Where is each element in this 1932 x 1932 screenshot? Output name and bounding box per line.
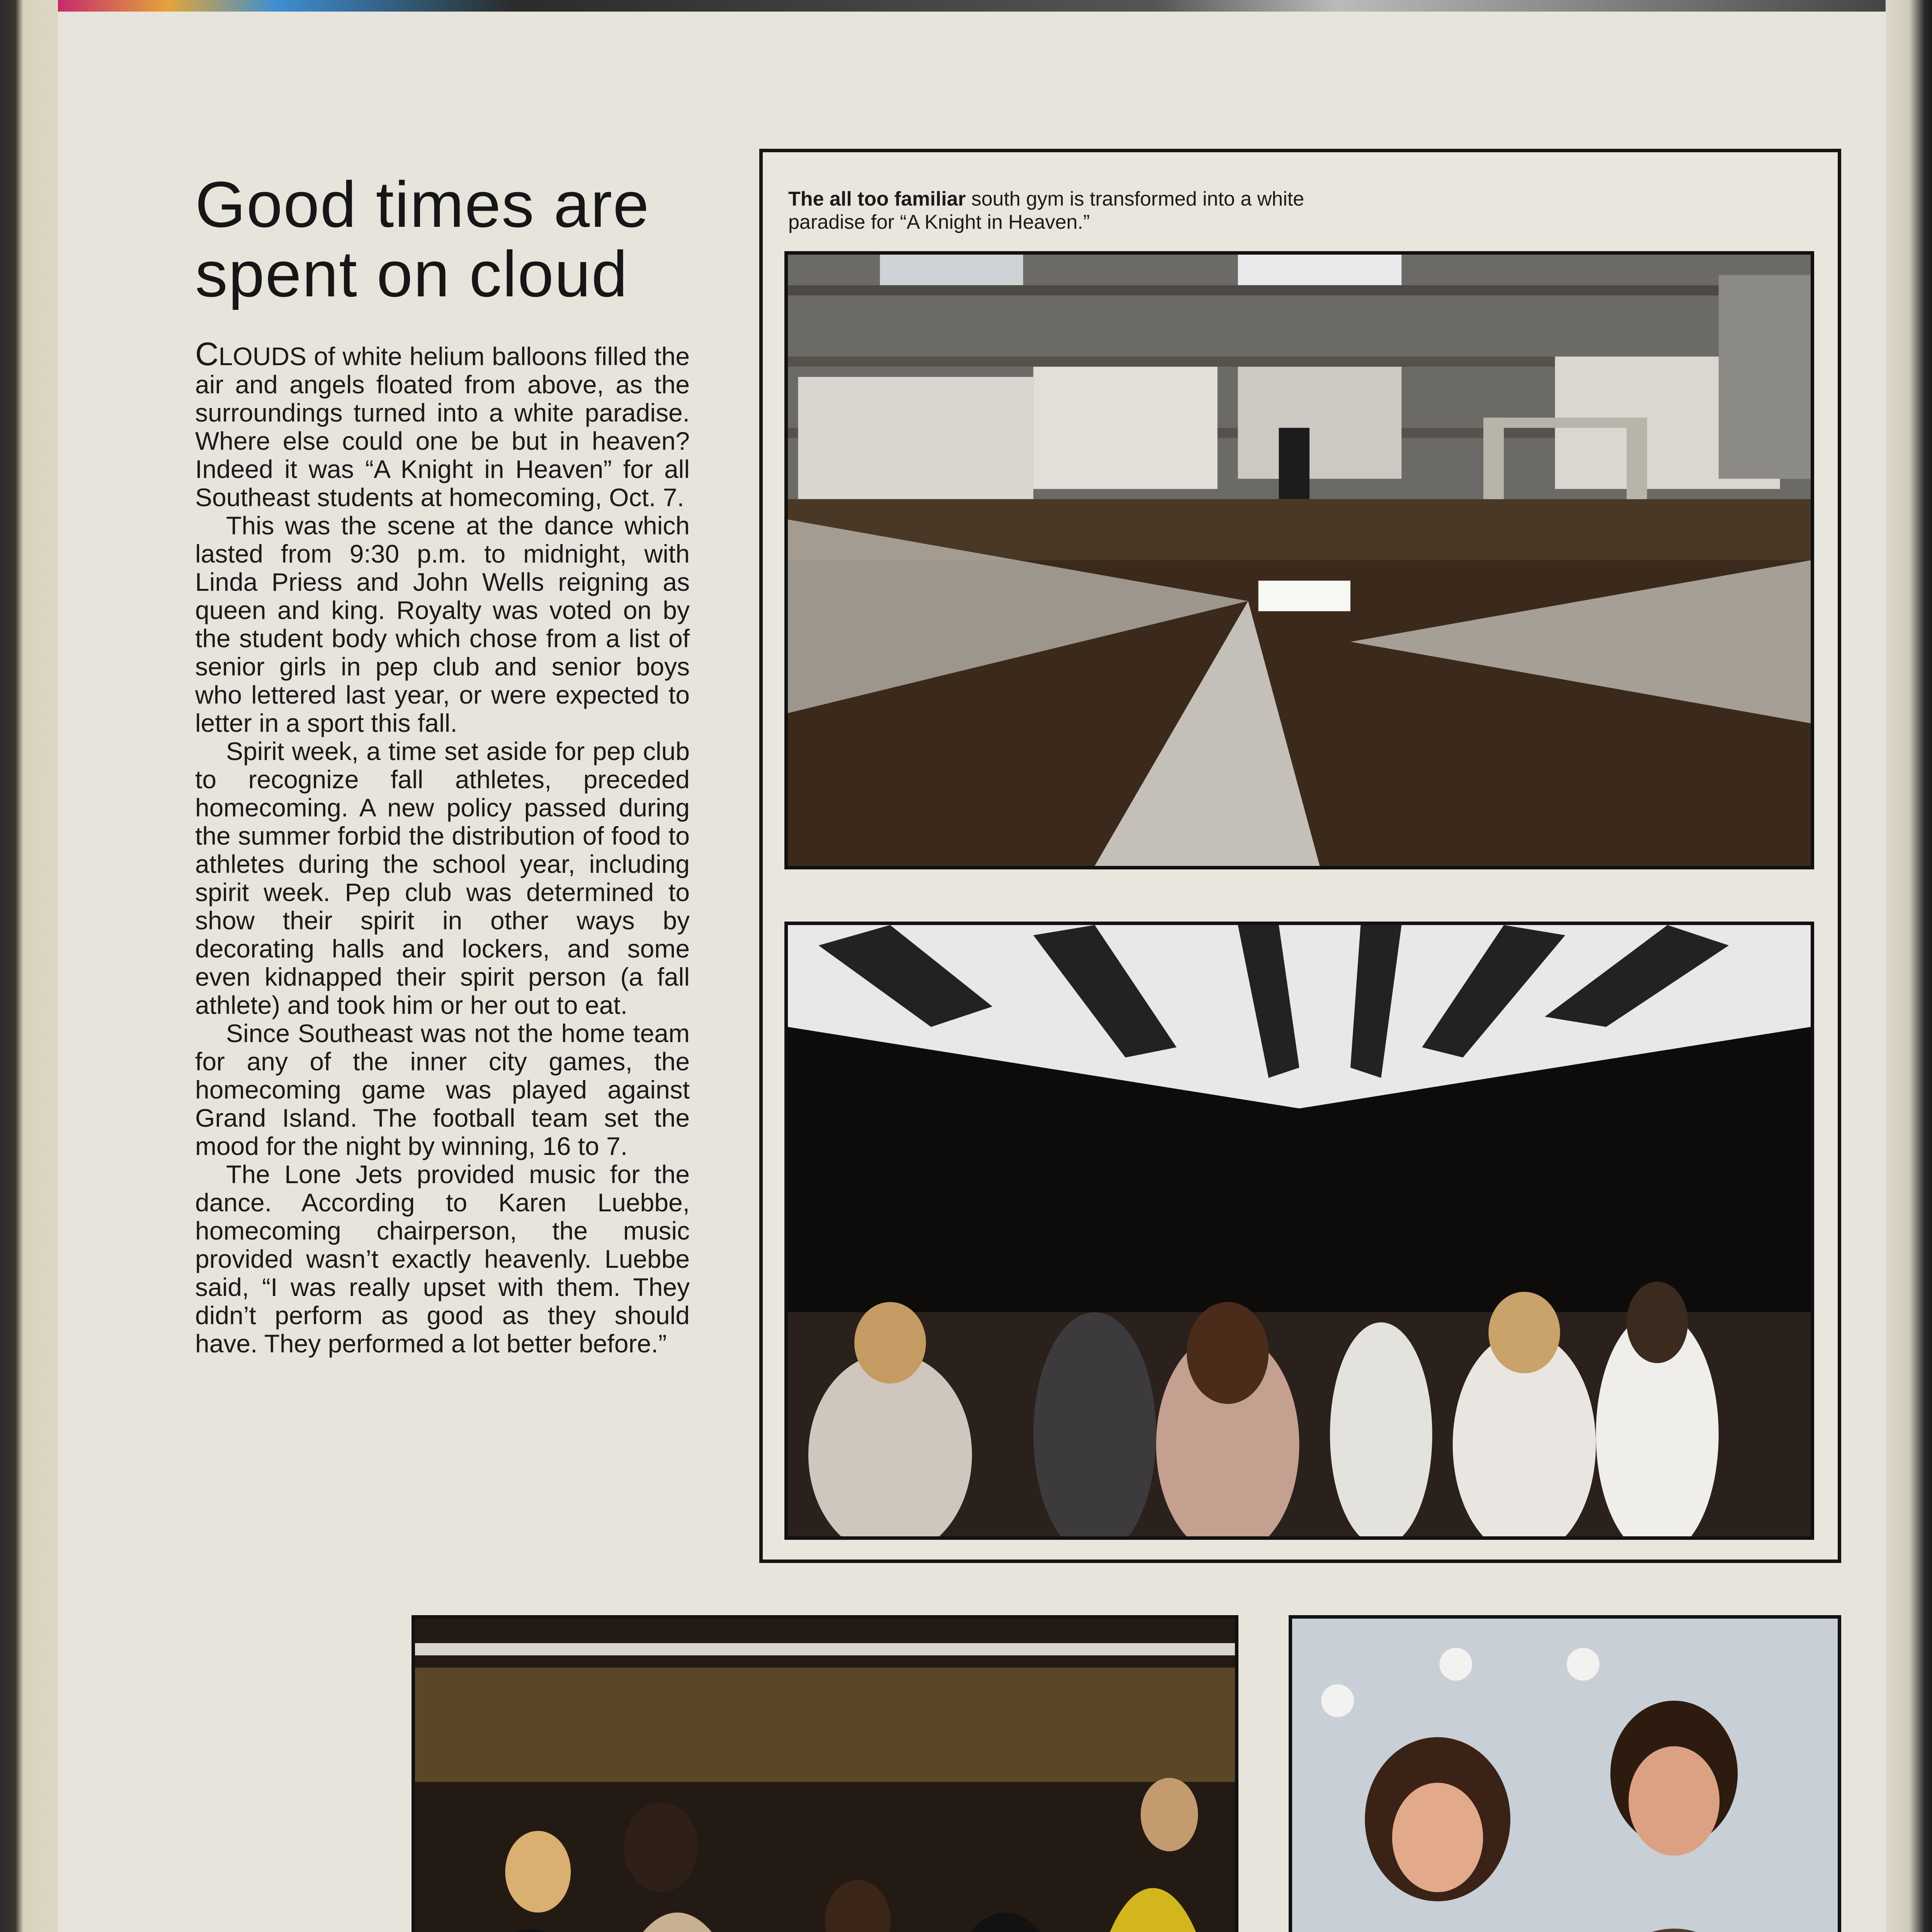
- caption-lead: The all too familiar: [788, 188, 966, 210]
- caption-rest: south gym is transformed into a white paradise for “A Knight in Heaven.”: [788, 188, 1304, 233]
- caption-gym: [788, 187, 1349, 234]
- gym-photo: [784, 251, 1814, 869]
- scan-edge-top: [58, 0, 1886, 12]
- royalty-photo-image: [1292, 1619, 1838, 1932]
- gym-photo-image: [788, 255, 1811, 866]
- pep-club-photo: [412, 1615, 1238, 1932]
- binding-edge-right: [1886, 0, 1932, 1932]
- article-paragraph-4: Since Southeast was not the home team for any of the inner city games, the homecoming game was played against Grand Island. The football team set the mood for the night by winning, 16 to 7.: [195, 1019, 690, 1160]
- binding-edge-left: [0, 0, 58, 1932]
- royalty-photo: [1289, 1615, 1841, 1932]
- article-paragraph-2: This was the scene at the dance which lasted from 9:30 p.m. to midnight, with Linda Priess and John Wells reigning as queen and king. Royalty was voted on by the student body which chose from a list of senior girls in pep club and senior boys who lettered last year, or were expected to letter in a sport this fall.: [195, 511, 690, 737]
- dropcap: C: [195, 336, 219, 372]
- headline: Good times are spent on cloud: [195, 168, 650, 310]
- article-paragraph-5: The Lone Jets provided music for the dance. According to Karen Luebbe, homecoming chairperson, the music provided wasn’t exactly heavenly. Luebbe said, “I was really upset with them. They didn’t perform as good as they should have. They performed a lot better before.”: [195, 1160, 690, 1358]
- dance-photo-image: [788, 925, 1811, 1536]
- paragraph-text: LOUDS of white helium balloons filled the air and angels floated from above, as the surroundings turned into a white paradise. Where else could one be but in heaven? Indeed it was “A Knight in Heaven” for all Southeast students at homecoming, Oct. 7.: [195, 342, 690, 512]
- dance-photo: [784, 922, 1814, 1540]
- article-paragraph-1: [195, 336, 690, 512]
- article-body: [195, 336, 690, 1358]
- article-paragraph-3: Spirit week, a time set aside for pep club to recognize fall athletes, preceded homecoming. A new policy passed during the summer forbid the distribution of food to athletes during the school year, including spirit week. Pep club was determined to show their spirit in other ways by decorating halls and lockers, and some even kidnapped their spirit person (a fall athlete) and took him or her out to eat.: [195, 737, 690, 1019]
- pep-club-photo-image: [415, 1619, 1235, 1932]
